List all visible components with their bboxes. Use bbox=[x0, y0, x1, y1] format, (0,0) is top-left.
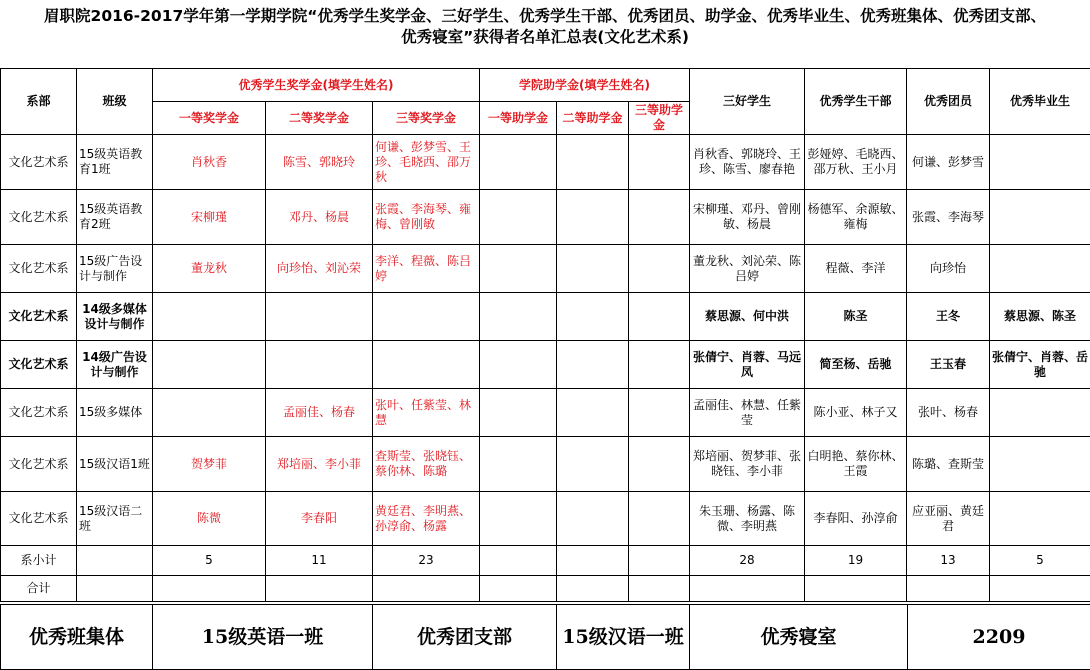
dept-cell: 文化艺术系 bbox=[1, 245, 77, 293]
table-row bbox=[1, 245, 1090, 293]
subtotal-third-cell: 23 bbox=[373, 546, 480, 576]
cadre-cell: 白明艳、蔡你林、王霞 bbox=[805, 437, 907, 492]
header-second-scholarship: 二等奖学金 bbox=[266, 102, 373, 135]
total-label-cell: 合计 bbox=[1, 576, 77, 602]
first-aid-cell bbox=[480, 492, 557, 546]
second-scholarship-cell bbox=[266, 293, 373, 341]
subtotal-empty-cell bbox=[629, 546, 690, 576]
cadre-cell: 彭娅婷、毛晓西、邵万秋、王小月 bbox=[805, 135, 907, 190]
sanhao-cell: 董龙秋、刘沁荣、陈吕婷 bbox=[690, 245, 805, 293]
second-aid-cell bbox=[557, 135, 629, 190]
header-dept: 系部 bbox=[1, 69, 77, 135]
subtotal-empty-cell bbox=[480, 546, 557, 576]
total-empty-cell bbox=[557, 576, 629, 602]
dept-cell: 文化艺术系 bbox=[1, 492, 77, 546]
class-cell: 14级广告设计与制作 bbox=[77, 341, 153, 389]
header-first-scholarship: 一等奖学金 bbox=[153, 102, 266, 135]
second-scholarship-cell: 李春阳 bbox=[266, 492, 373, 546]
second-aid-cell bbox=[557, 389, 629, 437]
header-second-aid: 二等助学金 bbox=[557, 102, 629, 135]
dept-cell: 文化艺术系 bbox=[1, 437, 77, 492]
total-empty-cell bbox=[990, 576, 1090, 602]
header-first-aid: 一等助学金 bbox=[480, 102, 557, 135]
class-cell: 14级多媒体设计与制作 bbox=[77, 293, 153, 341]
third-aid-cell bbox=[629, 437, 690, 492]
first-aid-cell bbox=[480, 135, 557, 190]
total-empty-cell bbox=[373, 576, 480, 602]
honors-table bbox=[0, 604, 1090, 670]
table-row bbox=[1, 190, 1090, 245]
second-aid-cell bbox=[557, 341, 629, 389]
third-scholarship-cell: 张霞、李海琴、雍梅、曾刚敏 bbox=[373, 190, 480, 245]
table-row bbox=[1, 341, 1090, 389]
league-cell: 何谦、彭梦雪 bbox=[907, 135, 990, 190]
total-empty-cell bbox=[480, 576, 557, 602]
league-cell: 张叶、杨春 bbox=[907, 389, 990, 437]
second-scholarship-cell: 向珍怡、刘沁荣 bbox=[266, 245, 373, 293]
cadre-cell: 陈小亚、林子又 bbox=[805, 389, 907, 437]
title-line-1: 眉职院2016-2017学年第一学期学院“优秀学生奖学金、三好学生、优秀学生干部、优秀团员、助学金、优秀毕业生、优秀班集体、优秀团支部、 bbox=[0, 0, 1090, 27]
class-cell: 15级汉语二班 bbox=[77, 492, 153, 546]
third-scholarship-cell: 查斯莹、张晓钰、蔡你林、陈璐 bbox=[373, 437, 480, 492]
third-aid-cell bbox=[629, 389, 690, 437]
graduate-cell bbox=[990, 190, 1090, 245]
total-empty-cell bbox=[907, 576, 990, 602]
second-aid-cell bbox=[557, 437, 629, 492]
first-aid-cell bbox=[480, 389, 557, 437]
total-empty-cell bbox=[629, 576, 690, 602]
excellent-dorm-value: 2209 bbox=[908, 605, 1090, 670]
header-class: 班级 bbox=[77, 69, 153, 135]
first-aid-cell bbox=[480, 341, 557, 389]
cadre-cell: 李春阳、孙淳俞 bbox=[805, 492, 907, 546]
second-scholarship-cell: 邓丹、杨晨 bbox=[266, 190, 373, 245]
first-aid-cell bbox=[480, 245, 557, 293]
header-row-1 bbox=[1, 69, 1090, 102]
document-title bbox=[0, 0, 1090, 68]
league-cell: 陈璐、查斯莹 bbox=[907, 437, 990, 492]
excellent-dorm-label: 优秀寝室 bbox=[690, 605, 908, 670]
header-third-scholarship: 三等奖学金 bbox=[373, 102, 480, 135]
third-aid-cell bbox=[629, 341, 690, 389]
header-scholarship: 优秀学生奖学金(填学生姓名) bbox=[153, 69, 480, 102]
class-cell: 15级英语教育1班 bbox=[77, 135, 153, 190]
sanhao-cell: 蔡思源、何中洪 bbox=[690, 293, 805, 341]
header-league: 优秀团员 bbox=[907, 69, 990, 135]
class-cell: 15级英语教育2班 bbox=[77, 190, 153, 245]
first-scholarship-cell bbox=[153, 341, 266, 389]
total-empty-cell bbox=[77, 576, 153, 602]
league-cell: 向珍怡 bbox=[907, 245, 990, 293]
dept-cell: 文化艺术系 bbox=[1, 341, 77, 389]
second-scholarship-cell: 郑培丽、李小菲 bbox=[266, 437, 373, 492]
header-cadre: 优秀学生干部 bbox=[805, 69, 907, 135]
subtotal-first-cell: 5 bbox=[153, 546, 266, 576]
header-graduate: 优秀毕业生 bbox=[990, 69, 1090, 135]
sanhao-cell: 孟丽佳、林慧、任紫莹 bbox=[690, 389, 805, 437]
class-cell: 15级汉语1班 bbox=[77, 437, 153, 492]
total-empty-cell bbox=[805, 576, 907, 602]
third-scholarship-cell bbox=[373, 341, 480, 389]
class-cell: 15级多媒体 bbox=[77, 389, 153, 437]
third-scholarship-cell: 张叶、任紫莹、林慧 bbox=[373, 389, 480, 437]
first-scholarship-cell: 宋柳瑾 bbox=[153, 190, 266, 245]
table-row bbox=[1, 492, 1090, 546]
first-scholarship-cell: 贺梦菲 bbox=[153, 437, 266, 492]
excellent-branch-label: 优秀团支部 bbox=[373, 605, 557, 670]
third-aid-cell bbox=[629, 245, 690, 293]
graduate-cell: 蔡思源、陈圣 bbox=[990, 293, 1090, 341]
third-aid-cell bbox=[629, 190, 690, 245]
excellent-class-value: 15级英语一班 bbox=[153, 605, 373, 670]
subtotal-cadre-cell: 19 bbox=[805, 546, 907, 576]
subtotal-empty-cell bbox=[557, 546, 629, 576]
league-cell: 应亚丽、黄廷君 bbox=[907, 492, 990, 546]
second-scholarship-cell bbox=[266, 341, 373, 389]
second-aid-cell bbox=[557, 293, 629, 341]
dept-cell: 文化艺术系 bbox=[1, 293, 77, 341]
third-aid-cell bbox=[629, 135, 690, 190]
table-row bbox=[1, 293, 1090, 341]
first-scholarship-cell bbox=[153, 293, 266, 341]
first-aid-cell bbox=[480, 190, 557, 245]
first-scholarship-cell: 陈微 bbox=[153, 492, 266, 546]
excellent-class-label: 优秀班集体 bbox=[1, 605, 153, 670]
table-row bbox=[1, 135, 1090, 190]
graduate-cell bbox=[990, 437, 1090, 492]
title-line-2: 优秀寝室”获得者名单汇总表(文化艺术系) bbox=[0, 27, 1090, 48]
graduate-cell bbox=[990, 135, 1090, 190]
third-scholarship-cell bbox=[373, 293, 480, 341]
class-cell: 15级广告设计与制作 bbox=[77, 245, 153, 293]
league-cell: 王玉春 bbox=[907, 341, 990, 389]
graduate-cell bbox=[990, 492, 1090, 546]
subtotal-row bbox=[1, 546, 1090, 576]
award-table bbox=[0, 68, 1090, 602]
cadre-cell: 陈圣 bbox=[805, 293, 907, 341]
third-scholarship-cell: 何谦、彭梦雪、王珍、毛晓西、邵万秋 bbox=[373, 135, 480, 190]
third-scholarship-cell: 黄廷君、李明燕、孙淳俞、杨露 bbox=[373, 492, 480, 546]
subtotal-empty-cell bbox=[77, 546, 153, 576]
sanhao-cell: 郑培丽、贺梦菲、张晓钰、李小菲 bbox=[690, 437, 805, 492]
header-third-aid: 三等助学金 bbox=[629, 102, 690, 135]
league-cell: 张霞、李海琴 bbox=[907, 190, 990, 245]
third-aid-cell bbox=[629, 492, 690, 546]
sanhao-cell: 肖秋香、郭晓玲、王珍、陈雪、廖春艳 bbox=[690, 135, 805, 190]
dept-cell: 文化艺术系 bbox=[1, 135, 77, 190]
subtotal-graduate-cell: 5 bbox=[990, 546, 1090, 576]
graduate-cell bbox=[990, 389, 1090, 437]
second-aid-cell bbox=[557, 245, 629, 293]
league-cell: 王冬 bbox=[907, 293, 990, 341]
second-scholarship-cell: 陈雪、郭晓玲 bbox=[266, 135, 373, 190]
dept-cell: 文化艺术系 bbox=[1, 389, 77, 437]
subtotal-second-cell: 11 bbox=[266, 546, 373, 576]
subtotal-label-cell: 系小计 bbox=[1, 546, 77, 576]
total-empty-cell bbox=[153, 576, 266, 602]
subtotal-sanhao-cell: 28 bbox=[690, 546, 805, 576]
table-row bbox=[1, 389, 1090, 437]
first-aid-cell bbox=[480, 437, 557, 492]
table-row bbox=[1, 437, 1090, 492]
sanhao-cell: 张倩宁、肖蓉、马远凤 bbox=[690, 341, 805, 389]
first-scholarship-cell: 董龙秋 bbox=[153, 245, 266, 293]
graduate-cell: 张倩宁、肖蓉、岳驰 bbox=[990, 341, 1090, 389]
sanhao-cell: 朱玉珊、杨露、陈微、李明燕 bbox=[690, 492, 805, 546]
second-scholarship-cell: 孟丽佳、杨春 bbox=[266, 389, 373, 437]
excellent-branch-value: 15级汉语一班 bbox=[557, 605, 690, 670]
third-aid-cell bbox=[629, 293, 690, 341]
header-sanhao: 三好学生 bbox=[690, 69, 805, 135]
cadre-cell: 程薇、李洋 bbox=[805, 245, 907, 293]
first-aid-cell bbox=[480, 293, 557, 341]
total-empty-cell bbox=[690, 576, 805, 602]
header-aid: 学院助学金(填学生姓名) bbox=[480, 69, 690, 102]
dept-cell: 文化艺术系 bbox=[1, 190, 77, 245]
cadre-cell: 杨德军、余源敏、雍梅 bbox=[805, 190, 907, 245]
sanhao-cell: 宋柳瑾、邓丹、曾刚敏、杨晨 bbox=[690, 190, 805, 245]
first-scholarship-cell bbox=[153, 389, 266, 437]
first-scholarship-cell: 肖秋香 bbox=[153, 135, 266, 190]
second-aid-cell bbox=[557, 492, 629, 546]
third-scholarship-cell: 李洋、程薇、陈吕婷 bbox=[373, 245, 480, 293]
graduate-cell bbox=[990, 245, 1090, 293]
total-empty-cell bbox=[266, 576, 373, 602]
cadre-cell: 简至杨、岳驰 bbox=[805, 341, 907, 389]
total-row bbox=[1, 576, 1090, 602]
second-aid-cell bbox=[557, 190, 629, 245]
subtotal-league-cell: 13 bbox=[907, 546, 990, 576]
